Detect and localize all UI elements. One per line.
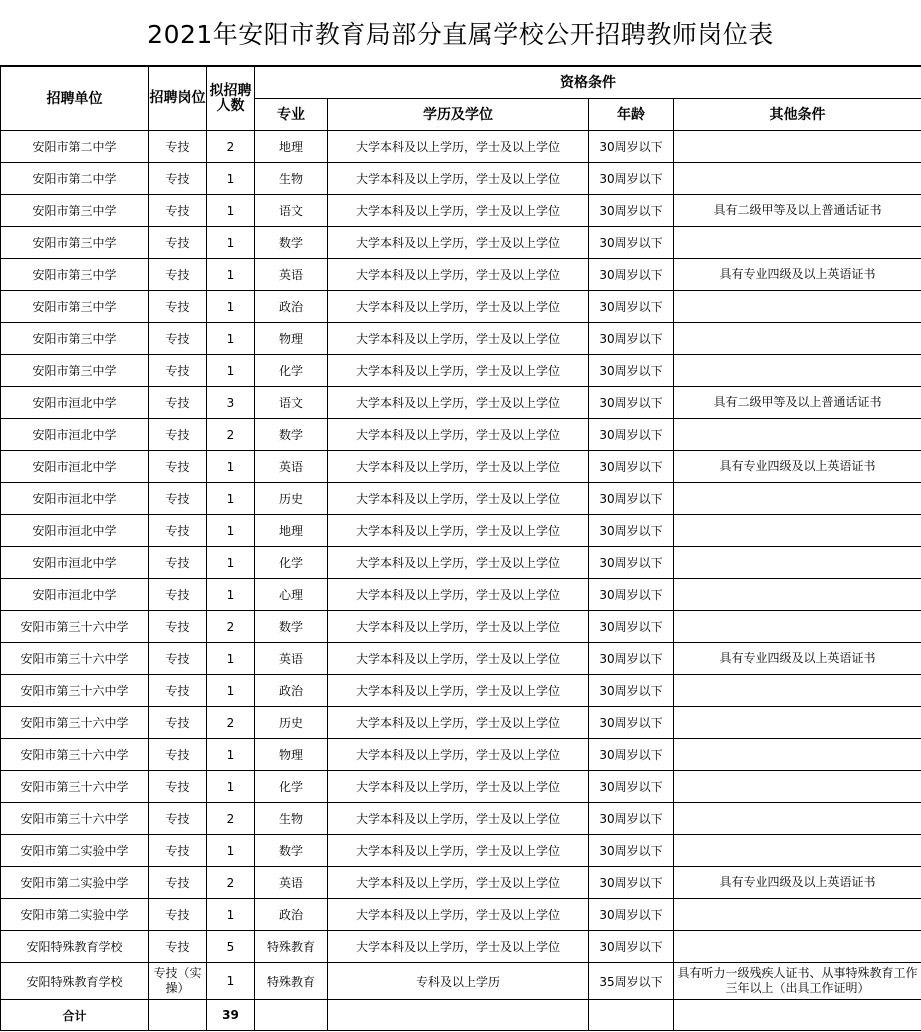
cell-other: 具有二级甲等及以上普通话证书 [674, 195, 921, 227]
table-row [1, 515, 921, 547]
cell-other: 具有听力一级残疾人证书、从事特殊教育工作三年以上（出具工作证明） [674, 963, 921, 1000]
cell-count: 1 [207, 547, 255, 579]
total-education-empty [328, 1000, 589, 1031]
cell-post: 专技 [149, 419, 207, 451]
cell-unit: 安阳市第三中学 [1, 259, 149, 291]
cell-unit: 安阳市洹北中学 [1, 419, 149, 451]
table-row [1, 355, 921, 387]
cell-count: 2 [207, 707, 255, 739]
table-row [1, 771, 921, 803]
cell-unit: 安阳市洹北中学 [1, 483, 149, 515]
table-row [1, 803, 921, 835]
cell-education: 大学本科及以上学历，学士及以上学位 [328, 163, 589, 195]
header-education: 学历及学位 [328, 99, 589, 131]
cell-other: 具有专业四级及以上英语证书 [674, 451, 921, 483]
cell-other [674, 227, 921, 259]
cell-count: 1 [207, 451, 255, 483]
cell-count: 1 [207, 483, 255, 515]
cell-unit: 安阳市第三十六中学 [1, 803, 149, 835]
table-row [1, 963, 921, 1000]
cell-count: 1 [207, 355, 255, 387]
header-other: 其他条件 [674, 99, 921, 131]
cell-count: 2 [207, 131, 255, 163]
cell-education: 大学本科及以上学历，学士及以上学位 [328, 451, 589, 483]
cell-age: 30周岁以下 [589, 803, 674, 835]
cell-count: 1 [207, 227, 255, 259]
cell-age: 30周岁以下 [589, 419, 674, 451]
cell-post: 专技 [149, 483, 207, 515]
total-label: 合计 [1, 1000, 149, 1031]
table-row [1, 323, 921, 355]
cell-post: 专技 [149, 131, 207, 163]
cell-age: 30周岁以下 [589, 611, 674, 643]
cell-post: 专技 [149, 259, 207, 291]
table-row [1, 195, 921, 227]
cell-other [674, 131, 921, 163]
cell-major: 政治 [255, 899, 328, 931]
cell-major: 特殊教育 [255, 931, 328, 963]
cell-age: 30周岁以下 [589, 259, 674, 291]
cell-age: 30周岁以下 [589, 739, 674, 771]
cell-count: 1 [207, 675, 255, 707]
cell-other [674, 579, 921, 611]
cell-education: 大学本科及以上学历，学士及以上学位 [328, 131, 589, 163]
cell-other [674, 899, 921, 931]
cell-other [674, 547, 921, 579]
cell-post: 专技 [149, 291, 207, 323]
cell-education: 大学本科及以上学历，学士及以上学位 [328, 227, 589, 259]
cell-major: 英语 [255, 451, 328, 483]
cell-major: 语文 [255, 195, 328, 227]
cell-age: 30周岁以下 [589, 515, 674, 547]
cell-count: 2 [207, 803, 255, 835]
cell-count: 1 [207, 195, 255, 227]
cell-unit: 安阳市第三十六中学 [1, 771, 149, 803]
cell-other [674, 739, 921, 771]
cell-major: 化学 [255, 355, 328, 387]
cell-post: 专技 [149, 643, 207, 675]
cell-unit: 安阳市第三十六中学 [1, 675, 149, 707]
cell-count: 2 [207, 419, 255, 451]
cell-major: 数学 [255, 227, 328, 259]
cell-major: 特殊教育 [255, 963, 328, 1000]
cell-post: 专技 [149, 579, 207, 611]
cell-count: 1 [207, 963, 255, 1000]
cell-major: 英语 [255, 259, 328, 291]
cell-other [674, 707, 921, 739]
cell-other [674, 771, 921, 803]
cell-education: 大学本科及以上学历，学士及以上学位 [328, 835, 589, 867]
recruitment-table [0, 66, 921, 1031]
cell-unit: 安阳市第二中学 [1, 163, 149, 195]
cell-major: 英语 [255, 867, 328, 899]
cell-age: 30周岁以下 [589, 227, 674, 259]
cell-count: 2 [207, 611, 255, 643]
cell-other [674, 323, 921, 355]
cell-post: 专技 [149, 931, 207, 963]
cell-unit: 安阳市洹北中学 [1, 547, 149, 579]
cell-education: 大学本科及以上学历，学士及以上学位 [328, 259, 589, 291]
cell-education: 大学本科及以上学历，学士及以上学位 [328, 771, 589, 803]
table-row [1, 387, 921, 419]
cell-unit: 安阳市第二实验中学 [1, 899, 149, 931]
total-row [1, 1000, 921, 1031]
cell-age: 30周岁以下 [589, 867, 674, 899]
cell-other [674, 419, 921, 451]
cell-other: 具有二级甲等及以上普通话证书 [674, 387, 921, 419]
cell-count: 1 [207, 579, 255, 611]
cell-post: 专技 [149, 547, 207, 579]
cell-age: 30周岁以下 [589, 163, 674, 195]
cell-education: 大学本科及以上学历，学士及以上学位 [328, 579, 589, 611]
cell-post: 专技 [149, 195, 207, 227]
cell-other [674, 515, 921, 547]
total-age-empty [589, 1000, 674, 1031]
header-count: 拟招聘人数 [207, 67, 255, 131]
cell-major: 地理 [255, 131, 328, 163]
table-row [1, 931, 921, 963]
cell-education: 大学本科及以上学历，学士及以上学位 [328, 611, 589, 643]
cell-count: 1 [207, 323, 255, 355]
table-row [1, 483, 921, 515]
cell-other [674, 931, 921, 963]
cell-major: 政治 [255, 675, 328, 707]
cell-unit: 安阳市洹北中学 [1, 451, 149, 483]
cell-post: 专技 [149, 611, 207, 643]
cell-education: 大学本科及以上学历，学士及以上学位 [328, 803, 589, 835]
cell-unit: 安阳市第三十六中学 [1, 739, 149, 771]
cell-education: 大学本科及以上学历，学士及以上学位 [328, 195, 589, 227]
cell-major: 地理 [255, 515, 328, 547]
cell-age: 30周岁以下 [589, 291, 674, 323]
cell-other: 具有专业四级及以上英语证书 [674, 259, 921, 291]
table-row [1, 579, 921, 611]
cell-other [674, 611, 921, 643]
cell-count: 1 [207, 259, 255, 291]
cell-education: 大学本科及以上学历，学士及以上学位 [328, 547, 589, 579]
cell-major: 英语 [255, 643, 328, 675]
cell-education: 大学本科及以上学历，学士及以上学位 [328, 291, 589, 323]
cell-age: 30周岁以下 [589, 131, 674, 163]
cell-age: 30周岁以下 [589, 931, 674, 963]
cell-major: 历史 [255, 483, 328, 515]
cell-unit: 安阳市第三中学 [1, 227, 149, 259]
cell-education: 大学本科及以上学历，学士及以上学位 [328, 387, 589, 419]
cell-major: 数学 [255, 611, 328, 643]
cell-count: 1 [207, 291, 255, 323]
cell-education: 专科及以上学历 [328, 963, 589, 1000]
table-row [1, 707, 921, 739]
cell-other: 具有专业四级及以上英语证书 [674, 643, 921, 675]
cell-unit: 安阳市洹北中学 [1, 515, 149, 547]
cell-unit: 安阳市第二实验中学 [1, 835, 149, 867]
table-row [1, 675, 921, 707]
cell-major: 化学 [255, 771, 328, 803]
cell-unit: 安阳特殊教育学校 [1, 963, 149, 1000]
cell-post: 专技 [149, 707, 207, 739]
cell-other [674, 803, 921, 835]
table-row [1, 899, 921, 931]
cell-unit: 安阳市第三十六中学 [1, 611, 149, 643]
cell-count: 1 [207, 515, 255, 547]
cell-post: 专技 [149, 835, 207, 867]
cell-education: 大学本科及以上学历，学士及以上学位 [328, 323, 589, 355]
cell-age: 35周岁以下 [589, 963, 674, 1000]
cell-other [674, 163, 921, 195]
cell-unit: 安阳市第三十六中学 [1, 643, 149, 675]
cell-major: 语文 [255, 387, 328, 419]
cell-count: 1 [207, 835, 255, 867]
cell-post: 专技 [149, 227, 207, 259]
cell-unit: 安阳市第三中学 [1, 195, 149, 227]
table-row [1, 291, 921, 323]
table-row [1, 451, 921, 483]
cell-post: 专技 [149, 803, 207, 835]
cell-major: 政治 [255, 291, 328, 323]
cell-unit: 安阳市洹北中学 [1, 579, 149, 611]
cell-major: 生物 [255, 803, 328, 835]
cell-age: 30周岁以下 [589, 195, 674, 227]
cell-age: 30周岁以下 [589, 451, 674, 483]
cell-post: 专技 [149, 867, 207, 899]
cell-age: 30周岁以下 [589, 387, 674, 419]
cell-unit: 安阳市洹北中学 [1, 387, 149, 419]
cell-age: 30周岁以下 [589, 835, 674, 867]
cell-unit: 安阳市第三中学 [1, 291, 149, 323]
cell-post: 专技（实操） [149, 963, 207, 1000]
total-count: 39 [207, 1000, 255, 1031]
cell-post: 专技 [149, 323, 207, 355]
cell-other [674, 483, 921, 515]
total-other-empty [674, 1000, 921, 1031]
cell-other [674, 291, 921, 323]
cell-education: 大学本科及以上学历，学士及以上学位 [328, 707, 589, 739]
table-row [1, 163, 921, 195]
cell-major: 数学 [255, 835, 328, 867]
cell-unit: 安阳市第二中学 [1, 131, 149, 163]
cell-unit: 安阳特殊教育学校 [1, 931, 149, 963]
total-major-empty [255, 1000, 328, 1031]
cell-post: 专技 [149, 451, 207, 483]
cell-count: 1 [207, 163, 255, 195]
cell-unit: 安阳市第三中学 [1, 355, 149, 387]
cell-post: 专技 [149, 355, 207, 387]
cell-age: 30周岁以下 [589, 899, 674, 931]
cell-education: 大学本科及以上学历，学士及以上学位 [328, 515, 589, 547]
cell-other [674, 835, 921, 867]
table-row [1, 611, 921, 643]
cell-count: 1 [207, 899, 255, 931]
page-title: 2021年安阳市教育局部分直属学校公开招聘教师岗位表 [0, 0, 921, 66]
header-unit: 招聘单位 [1, 67, 149, 131]
cell-age: 30周岁以下 [589, 579, 674, 611]
cell-major: 化学 [255, 547, 328, 579]
cell-age: 30周岁以下 [589, 547, 674, 579]
cell-major: 历史 [255, 707, 328, 739]
cell-other [674, 675, 921, 707]
cell-age: 30周岁以下 [589, 675, 674, 707]
cell-post: 专技 [149, 771, 207, 803]
cell-age: 30周岁以下 [589, 643, 674, 675]
cell-unit: 安阳市第三中学 [1, 323, 149, 355]
cell-count: 1 [207, 643, 255, 675]
cell-major: 心理 [255, 579, 328, 611]
cell-count: 5 [207, 931, 255, 963]
cell-count: 1 [207, 739, 255, 771]
cell-age: 30周岁以下 [589, 483, 674, 515]
table-row [1, 259, 921, 291]
cell-major: 物理 [255, 323, 328, 355]
header-qualifications: 资格条件 [255, 67, 921, 99]
cell-education: 大学本科及以上学历，学士及以上学位 [328, 419, 589, 451]
cell-unit: 安阳市第二实验中学 [1, 867, 149, 899]
header-major: 专业 [255, 99, 328, 131]
cell-count: 2 [207, 867, 255, 899]
table-row [1, 835, 921, 867]
cell-education: 大学本科及以上学历，学士及以上学位 [328, 867, 589, 899]
cell-major: 数学 [255, 419, 328, 451]
cell-education: 大学本科及以上学历，学士及以上学位 [328, 931, 589, 963]
cell-age: 30周岁以下 [589, 707, 674, 739]
header-age: 年龄 [589, 99, 674, 131]
cell-post: 专技 [149, 675, 207, 707]
cell-age: 30周岁以下 [589, 355, 674, 387]
cell-education: 大学本科及以上学历，学士及以上学位 [328, 739, 589, 771]
table-row [1, 643, 921, 675]
cell-education: 大学本科及以上学历，学士及以上学位 [328, 483, 589, 515]
cell-post: 专技 [149, 515, 207, 547]
cell-other: 具有专业四级及以上英语证书 [674, 867, 921, 899]
header-post: 招聘岗位 [149, 67, 207, 131]
cell-education: 大学本科及以上学历，学士及以上学位 [328, 643, 589, 675]
table-row [1, 419, 921, 451]
cell-major: 物理 [255, 739, 328, 771]
table-row [1, 131, 921, 163]
table-row [1, 227, 921, 259]
total-post-empty [149, 1000, 207, 1031]
cell-post: 专技 [149, 387, 207, 419]
cell-count: 3 [207, 387, 255, 419]
cell-count: 1 [207, 771, 255, 803]
cell-education: 大学本科及以上学历，学士及以上学位 [328, 899, 589, 931]
cell-unit: 安阳市第三十六中学 [1, 707, 149, 739]
cell-age: 30周岁以下 [589, 323, 674, 355]
cell-post: 专技 [149, 899, 207, 931]
cell-age: 30周岁以下 [589, 771, 674, 803]
cell-other [674, 355, 921, 387]
cell-education: 大学本科及以上学历，学士及以上学位 [328, 675, 589, 707]
table-row [1, 867, 921, 899]
cell-post: 专技 [149, 163, 207, 195]
table-row [1, 547, 921, 579]
cell-post: 专技 [149, 739, 207, 771]
cell-major: 生物 [255, 163, 328, 195]
table-row [1, 739, 921, 771]
cell-education: 大学本科及以上学历，学士及以上学位 [328, 355, 589, 387]
